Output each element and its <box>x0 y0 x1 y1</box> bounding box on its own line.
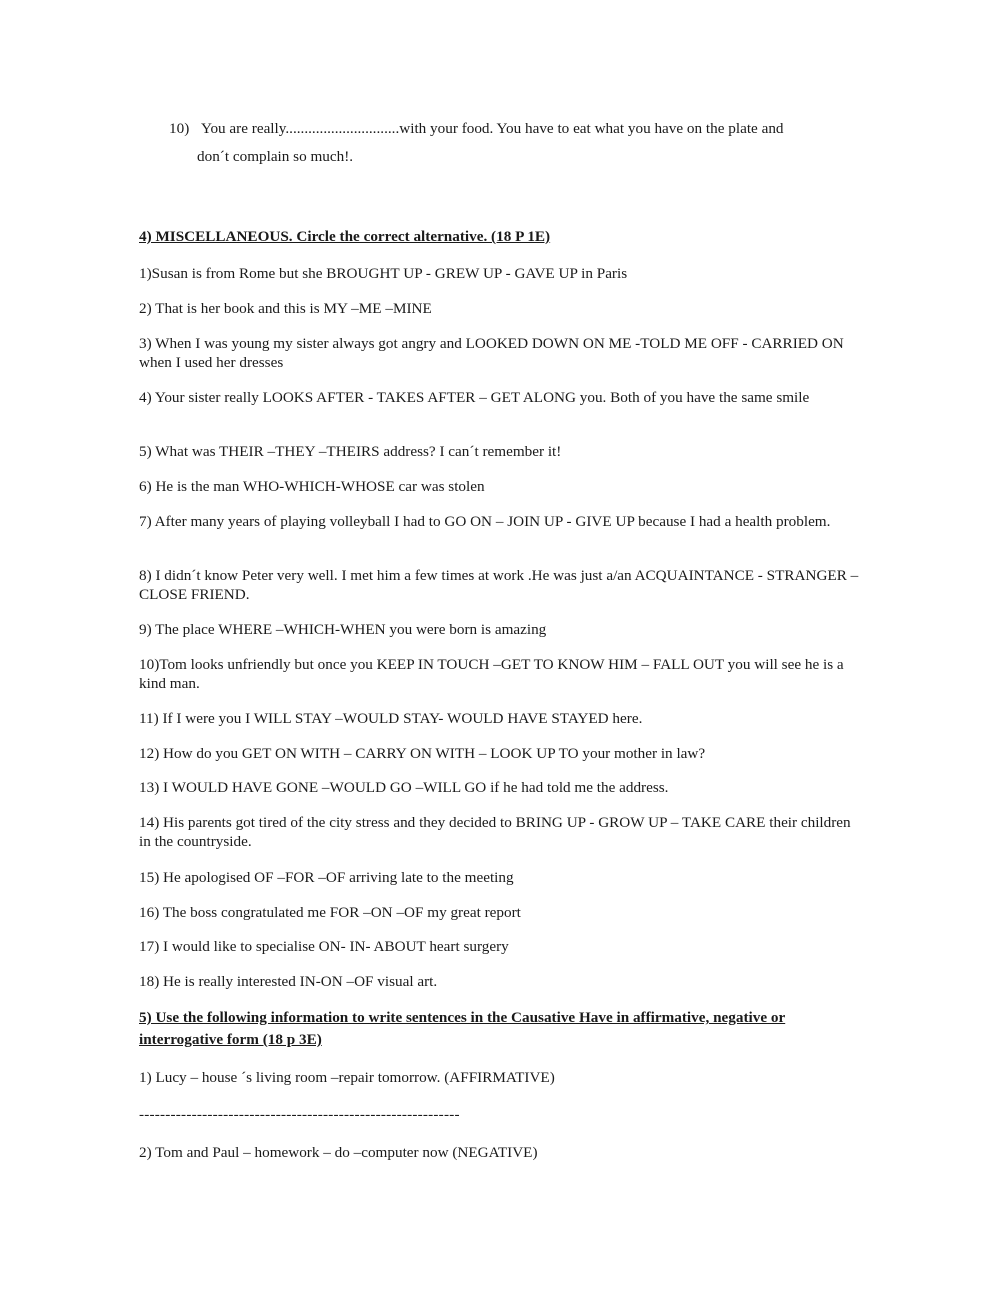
section-4-item-3: 3) When I was young my sister always got angry and LOOKED DOWN ON ME -TOLD ME OFF - CARRIED ON when I used her dresses <box>139 335 844 371</box>
section-4-item-1: 1)Susan is from Rome but she BROUGHT UP - GREW UP - GAVE UP in Paris <box>139 265 628 282</box>
section-4-item-7: 7) After many years of playing volleyball I had to GO ON – JOIN UP - GIVE UP because I had a health problem. <box>139 513 831 530</box>
section-5-item-1: 1) Lucy – house ´s living room –repair tomorrow. (AFFIRMATIVE) <box>139 1069 555 1086</box>
item-10-text: You are really..............................with your food. You have to eat what you have on the plate and <box>201 120 784 137</box>
section-4-item-8: 8) I didn´t know Peter very well. I met him a few times at work .He was just a/an ACQUAINTANCE - STRANGER – CLOSE FRIEND. <box>139 567 859 603</box>
section-4-item-15: 15) He apologised OF –FOR –OF arriving late to the meeting <box>139 869 514 886</box>
section-4-item-14: 14) His parents got tired of the city stress and they decided to BRING UP - GROW UP – TAKE CARE their children in the countryside. <box>139 814 851 850</box>
section-4-item-9: 9) The place WHERE –WHICH-WHEN you were born is amazing <box>139 621 547 638</box>
section-4-heading: 4) MISCELLANEOUS. Circle the correct alternative. (18 P 1E) <box>139 228 551 245</box>
section-4-item-4: 4) Your sister really LOOKS AFTER - TAKES AFTER – GET ALONG you. Both of you have the same smile <box>139 389 810 406</box>
item-10-line1 <box>169 115 849 143</box>
section-4-item-2: 2) That is her book and this is MY –ME –MINE <box>139 300 432 317</box>
section-4-item-11: 11) If I were you I WILL STAY –WOULD STAY- WOULD HAVE STAYED here. <box>139 710 643 727</box>
section-4-item-13: 13) I WOULD HAVE GONE –WOULD GO –WILL GO if he had told me the address. <box>139 779 669 796</box>
answer-line: ------------------------------------------------------------- <box>139 1106 460 1123</box>
section-4-item-12: 12) How do you GET ON WITH – CARRY ON WITH – LOOK UP TO your mother in law? <box>139 745 706 762</box>
section-5-item-2: 2) Tom and Paul – homework – do –computer now (NEGATIVE) <box>139 1144 538 1161</box>
section-4-item-5: 5) What was THEIR –THEY –THEIRS address? I can´t remember it! <box>139 443 562 460</box>
section-4-item-16: 16) The boss congratulated me FOR –ON –OF my great report <box>139 904 521 921</box>
section-5-heading: 5) Use the following information to write sentences in the Causative Have in affirmative, negative or interrogative form (18 p 3E) <box>139 1009 786 1048</box>
exercise3-item-10 <box>169 115 849 171</box>
section-4-item-17: 17) I would like to specialise ON- IN- ABOUT heart surgery <box>139 938 509 955</box>
section-4-item-10: 10)Tom looks unfriendly but once you KEEP IN TOUCH –GET TO KNOW HIM – FALL OUT you will see he is a kind man. <box>139 656 844 692</box>
section-4-item-6: 6) He is the man WHO-WHICH-WHOSE car was stolen <box>139 478 485 495</box>
item-10-number: 10) <box>169 120 190 137</box>
section-4-item-18: 18) He is really interested IN-ON –OF visual art. <box>139 973 438 990</box>
item-10-line2: don´t complain so much!. <box>197 148 354 165</box>
